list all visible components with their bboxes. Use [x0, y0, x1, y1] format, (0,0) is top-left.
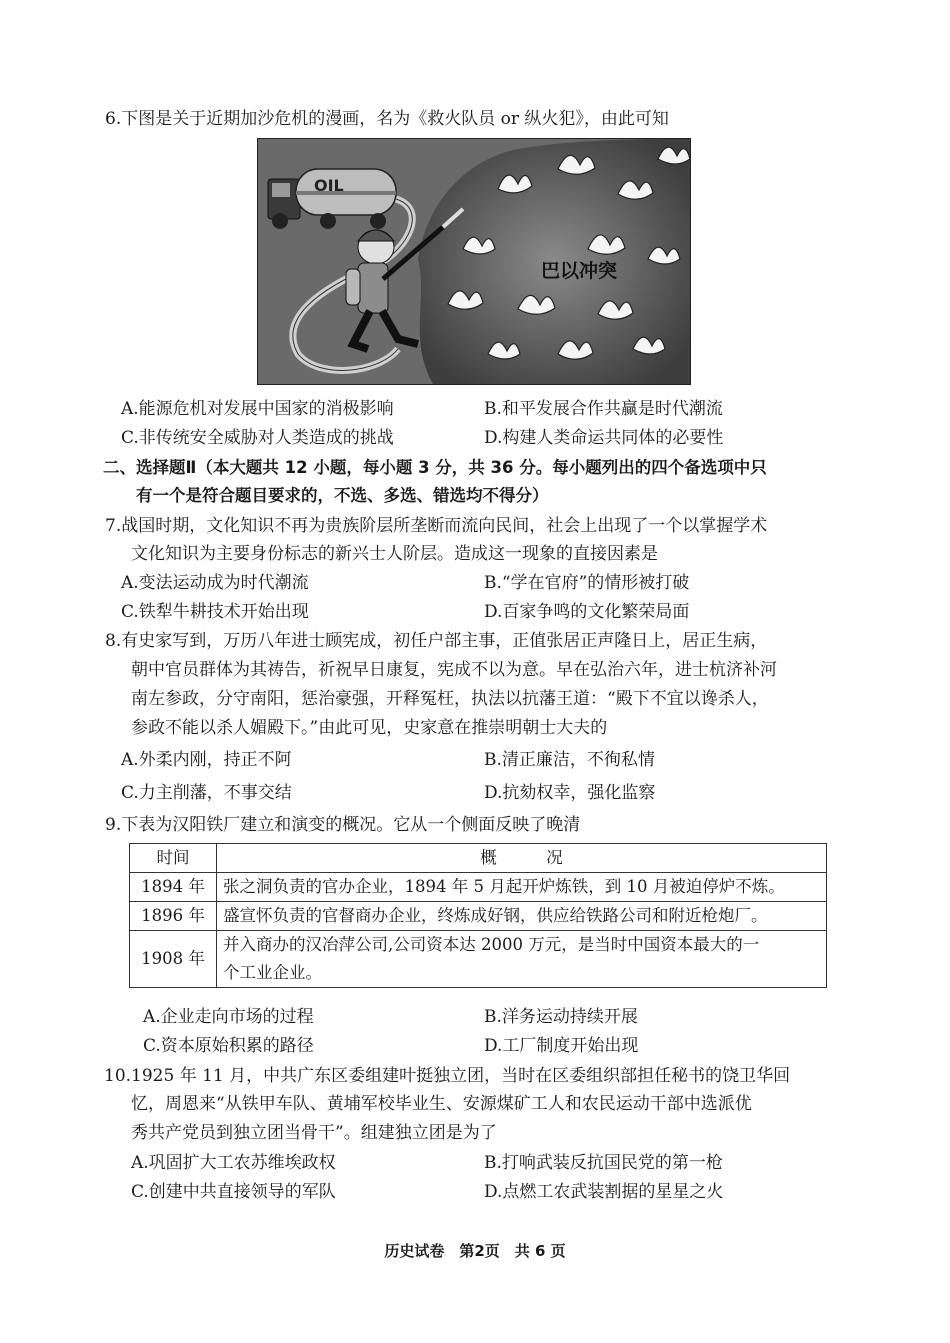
q7-option-c[interactable]: C.铁犁牛耕技术开始出现 — [121, 602, 309, 622]
q7-stem-2: 文化知识为主要身份标志的新兴士人阶层。造成这一现象的直接因素是 — [131, 544, 658, 564]
q8-option-a[interactable]: A.外柔内刚，持正不阿 — [121, 750, 292, 770]
section-2-heading: 二、选择题Ⅱ（本大题共 12 小题，每小题 3 分，共 36 分。每小题列出的四个备选项中只 — [103, 458, 767, 477]
table-cell-year: 1894 年 — [130, 873, 217, 902]
q10-stem-3: 秀共产党员到独立团当骨干”。组建独立团是为了 — [131, 1123, 497, 1143]
q9-option-d[interactable]: D.工厂制度开始出现 — [484, 1036, 639, 1056]
table-cell-desc-line1: 并入商办的汉冶萍公司,公司资本达 2000 万元，是当时中国资本最大的一 — [223, 935, 760, 954]
q9-option-c[interactable]: C.资本原始积累的路径 — [143, 1036, 314, 1056]
table-cell-desc: 张之洞负责的官办企业，1894 年 5 月起开炉炼铁，到 10 月被迫停炉不炼。 — [217, 873, 827, 902]
section-2-heading-cont: 有一个是符合题目要求的，不选、多选、错选均不得分） — [136, 486, 549, 505]
table-header-time: 时间 — [130, 844, 217, 873]
fire-label: 巴以冲突 — [541, 260, 618, 282]
table-row — [130, 902, 827, 931]
q8-stem-1: 8.有史家写到，万历八年进士顾宪成，初任户部主事，正值张居正声隆日上，居正生病， — [105, 631, 768, 651]
q7-option-d[interactable]: D.百家争鸣的文化繁荣局面 — [484, 602, 690, 622]
table-cell-year: 1908 年 — [130, 931, 217, 988]
q6-option-c[interactable]: C.非传统安全威胁对人类造成的挑战 — [121, 428, 394, 448]
q8-option-d[interactable]: D.抗劾权幸，强化监察 — [484, 783, 656, 803]
q6-stem: 6.下图是关于近期加沙危机的漫画，名为《救火队员 or 纵火犯》，由此可知 — [105, 109, 669, 129]
q6-option-d[interactable]: D.构建人类命运共同体的必要性 — [484, 428, 724, 448]
table-row — [130, 873, 827, 902]
q10-option-c[interactable]: C.创建中共直接领导的军队 — [131, 1182, 336, 1202]
q10-option-b[interactable]: B.打响武装反抗国民党的第一枪 — [484, 1153, 723, 1173]
q9-option-a[interactable]: A.企业走向市场的过程 — [143, 1007, 314, 1027]
q7-stem-1: 7.战国时期，文化知识不再为贵族阶层所垄断而流向民间，社会上出现了一个以掌握学术 — [105, 516, 768, 536]
table-header-overview: 概 况 — [217, 844, 827, 873]
table-cell-desc-line2: 个工业企业。 — [223, 963, 322, 982]
cartoon-illustration — [258, 139, 690, 384]
q10-option-d[interactable]: D.点燃工农武装割据的星星之火 — [484, 1182, 724, 1202]
cartoon-image — [257, 138, 691, 385]
hanyang-ironworks-table — [129, 843, 827, 988]
table-cell-desc: 盛宣怀负责的官督商办企业，终炼成好钢，供应给铁路公司和附近枪炮厂。 — [217, 902, 827, 931]
q8-option-c[interactable]: C.力主削藩，不事交结 — [121, 783, 292, 803]
q9-stem: 9.下表为汉阳铁厂建立和演变的概况。它从一个侧面反映了晚清 — [105, 815, 581, 835]
truck-label: OIL — [314, 176, 344, 195]
q8-stem-3: 南左参政，分守南阳，惩治豪强，开释冤枉，执法以抗藩王道：“殿下不宜以谗杀人， — [131, 689, 769, 709]
q9-option-b[interactable]: B.洋务运动持续开展 — [484, 1007, 638, 1027]
q7-option-b[interactable]: B.“学在官府”的情形被打破 — [484, 573, 690, 593]
q10-stem-2: 忆，周恩来“从铁甲车队、黄埔军校毕业生、安源煤矿工人和农民运动干部中选派优 — [131, 1094, 752, 1114]
table-header-row — [130, 844, 827, 873]
table-cell-year: 1896 年 — [130, 902, 217, 931]
page-footer: 历史试卷 第2页 共 6 页 — [384, 1242, 566, 1260]
q8-stem-4: 参政不能以杀人媚殿下。”由此可见，史家意在推崇明朝士大夫的 — [131, 718, 608, 738]
q7-option-a[interactable]: A.变法运动成为时代潮流 — [121, 573, 309, 593]
q6-option-a[interactable]: A.能源危机对发展中国家的消极影响 — [121, 399, 394, 419]
table-row — [130, 931, 827, 988]
q8-option-b[interactable]: B.清正廉洁，不徇私情 — [484, 750, 655, 770]
table-cell-desc — [217, 931, 827, 988]
q10-stem-1: 10.1925 年 11 月，中共广东区委组建叶挺独立团，当时在区委组织部担任秘书的饶卫华回 — [104, 1066, 791, 1086]
q6-option-b[interactable]: B.和平发展合作共赢是时代潮流 — [484, 399, 723, 419]
q10-option-a[interactable]: A.巩固扩大工农苏维埃政权 — [131, 1153, 336, 1173]
q8-stem-2: 朝中官员群体为其祷告，祈祝早日康复，宪成不以为意。早在弘治六年，进士杭济补河 — [131, 660, 777, 680]
